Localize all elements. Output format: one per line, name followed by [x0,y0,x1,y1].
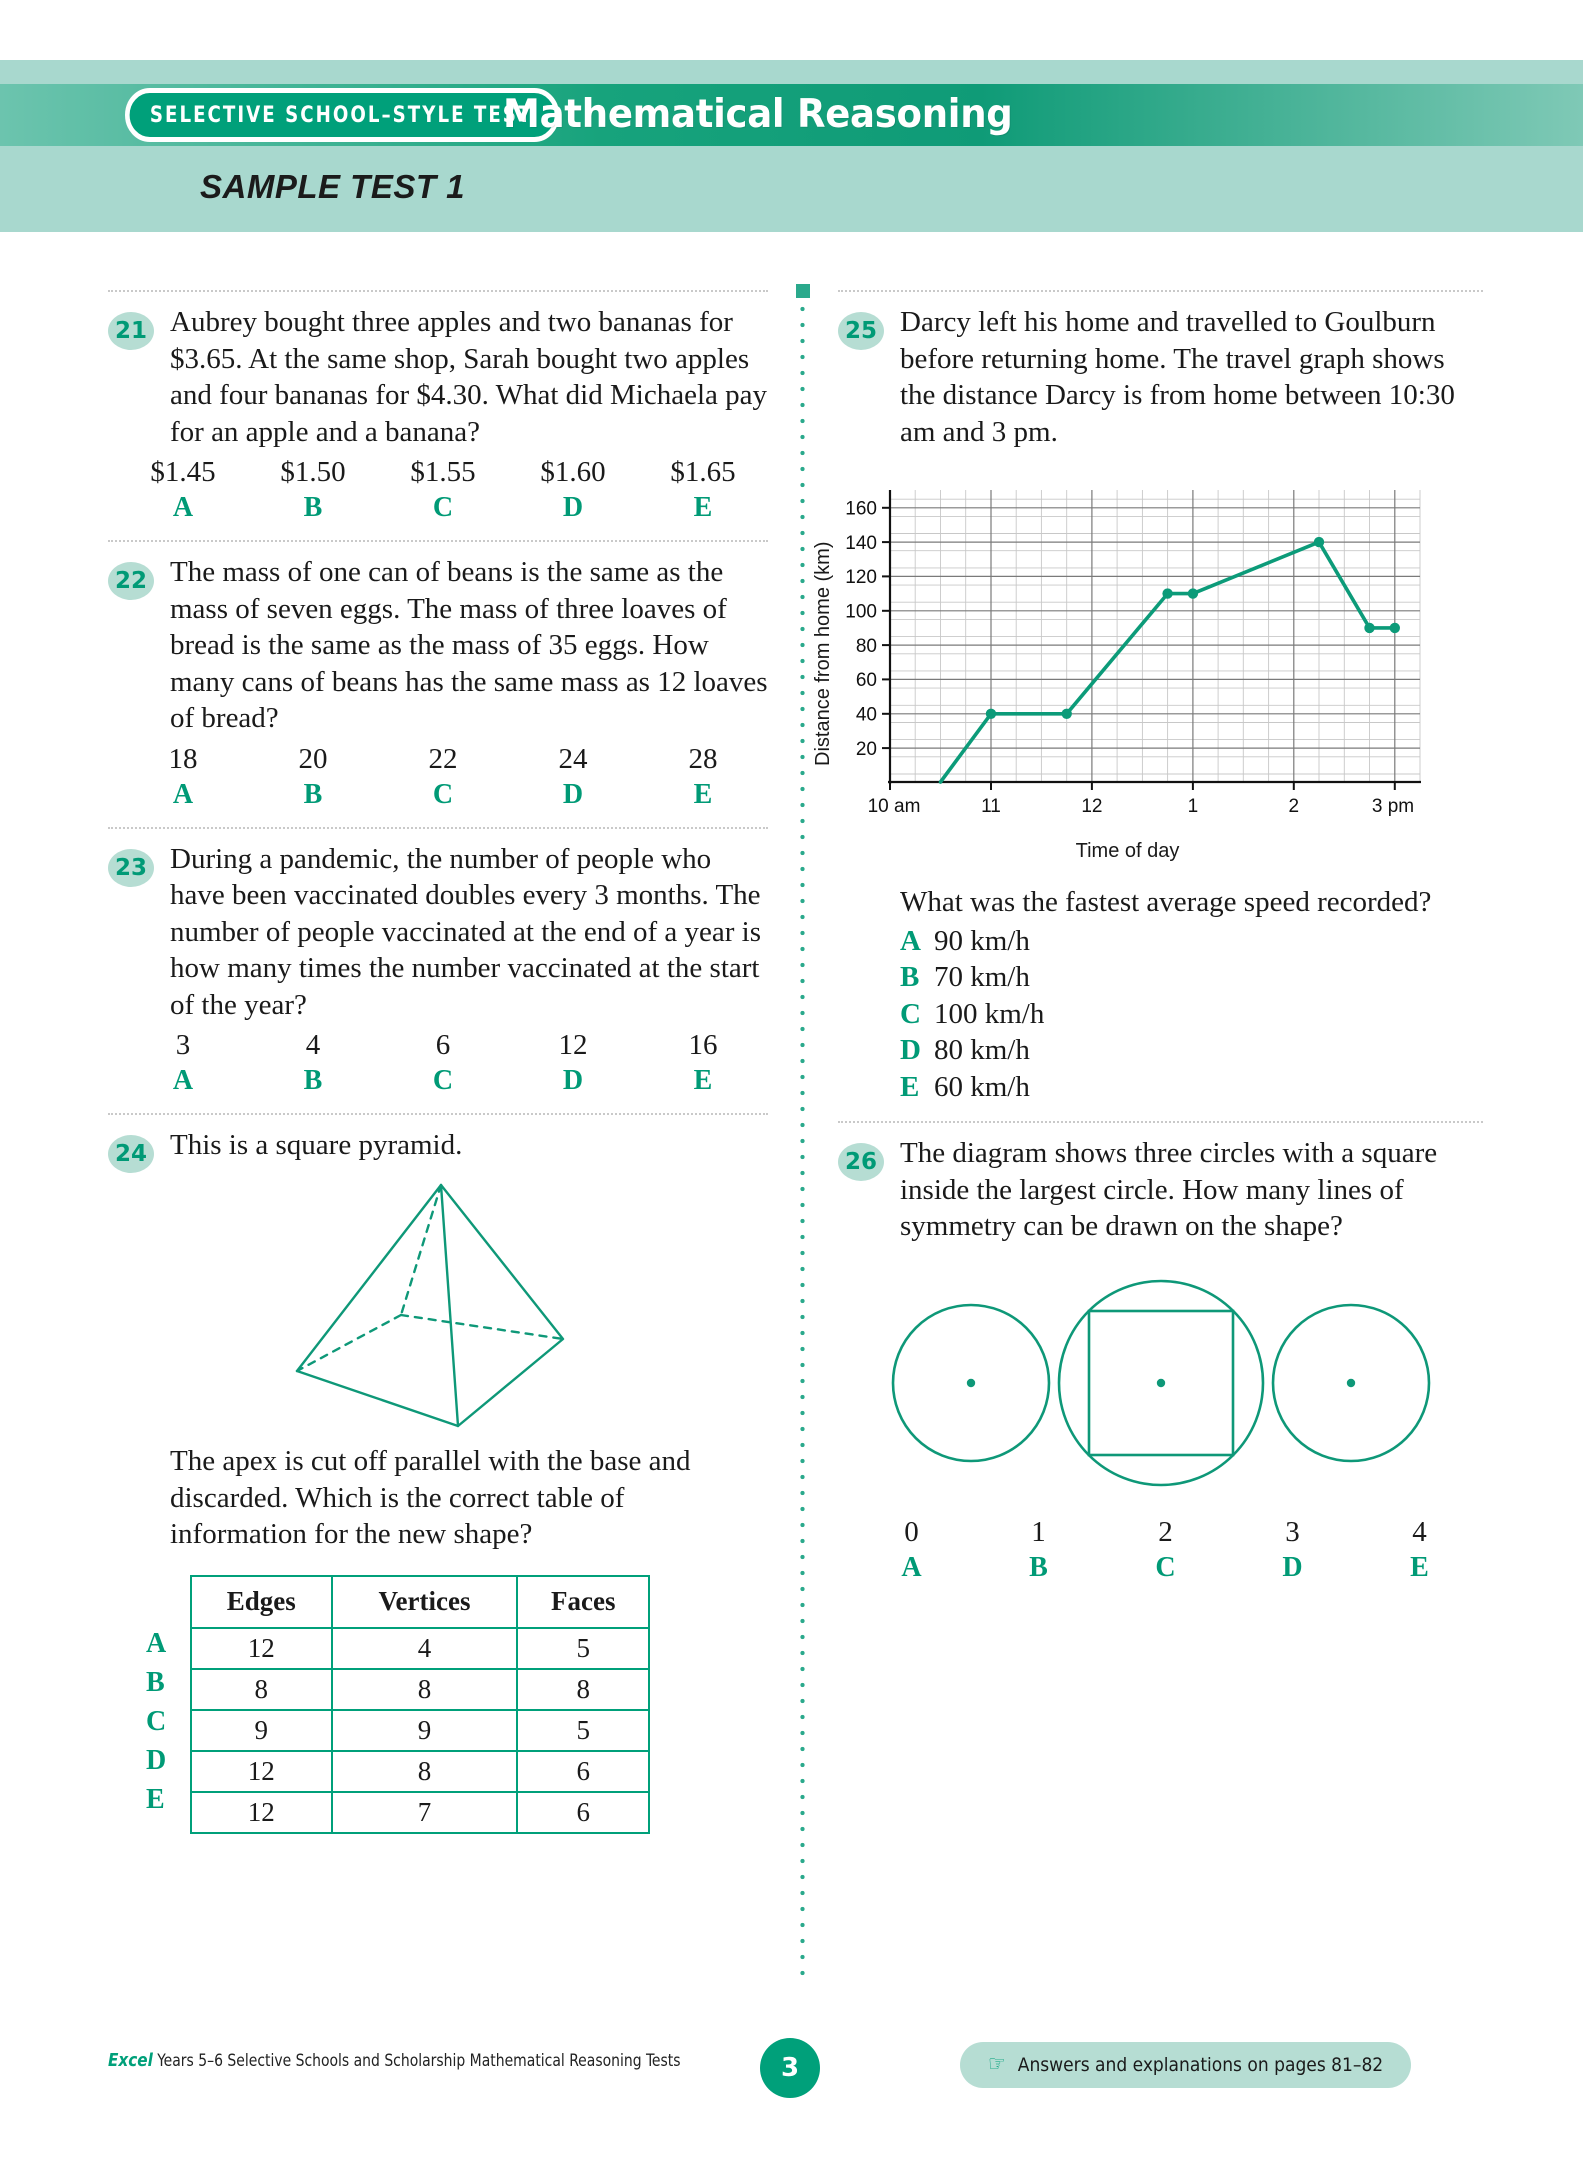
y-tick-100: 100 [845,601,877,623]
question-21 [108,292,768,526]
cell-edges: 9 [191,1710,332,1751]
table-header-row [191,1576,649,1628]
option-value: 2 [1158,1515,1173,1548]
answer-options-row [838,1515,1483,1586]
page-footer [0,2038,1583,2098]
option-c[interactable] [900,996,1483,1033]
table-row[interactable] [191,1792,649,1833]
table-row-letter[interactable]: D [146,1745,167,1776]
option-e[interactable] [900,1069,1483,1106]
cell-vertices: 9 [332,1710,518,1751]
column-header-faces: Faces [517,1576,649,1628]
question-number-badge: 24 [108,1135,154,1173]
cell-edges: 12 [191,1628,332,1669]
cell-faces: 8 [517,1669,649,1710]
option-e[interactable] [638,455,768,526]
option-value: 0 [904,1515,919,1548]
cell-vertices: 8 [332,1751,518,1792]
y-tick-40: 40 [855,704,877,726]
question-25 [812,292,1483,1105]
y-tick-60: 60 [855,670,877,691]
cell-edges: 8 [191,1669,332,1710]
option-value: 100 km/h [934,997,1045,1030]
question-26 [838,1123,1483,1586]
option-value: $1.60 [540,456,606,488]
imprint-text: Years 5–6 Selective Schools and Scholarship Mathematical Reasoning Tests [152,2051,681,2070]
option-a[interactable] [900,923,1483,960]
option-letter: B [303,1065,323,1096]
footer-imprint [108,2050,680,2071]
table-row-letter[interactable]: C [146,1706,167,1737]
option-c[interactable] [378,1028,508,1099]
table-row[interactable] [191,1751,649,1792]
column-header-edges: Edges [191,1576,332,1628]
option-e[interactable] [638,1028,768,1099]
x-tick-11: 11 [981,796,1001,817]
option-letter: E [900,1070,920,1103]
option-letter: C [1155,1551,1176,1583]
cell-vertices: 4 [332,1628,518,1669]
right-column [812,290,1483,1586]
question-text-followup: The apex is cut off parallel with the base and discarded. Which is the correct table of information for the new shape? [170,1445,691,1550]
option-value: 20 [298,742,328,775]
answers-note-pill [960,2042,1411,2088]
option-c[interactable] [378,742,508,813]
y-tick-80: 80 [855,636,877,657]
option-d[interactable] [1229,1515,1356,1586]
circles-svg [861,1261,1461,1501]
option-letter: E [693,778,713,810]
table-row-letter[interactable]: E [146,1784,165,1815]
option-a[interactable] [118,742,248,813]
question-text: During a pandemic, the number of people who have been vaccinated doubles every 3 months. The number of people vaccinated at the end of a year is how many times the number vaccinated at the start of the year? [170,842,762,1021]
option-a[interactable] [848,1515,975,1586]
option-value: $1.55 [410,456,476,488]
option-e[interactable] [638,742,768,813]
option-value: 60 km/h [934,1070,1030,1103]
left-column [108,290,768,1834]
left-circle-centre-dot [966,1378,974,1386]
option-b[interactable] [900,959,1483,996]
option-letter: C [900,997,921,1030]
x-tick-10am: 10 am [867,796,921,817]
option-letter: B [900,961,920,993]
option-a[interactable] [118,455,248,526]
x-tick-3pm: 3 pm [1371,796,1415,817]
brand-excel: Excel [108,2050,153,2071]
x-tick-12: 12 [1081,796,1103,817]
option-letter: C [432,778,454,810]
x-tick-1: 1 [1187,796,1199,817]
question-text: Aubrey bought three apples and two bananas for $3.65. At the same shop, Sarah bought two apples and four bananas for $4.30. What did Michaela pay for an apple and a banana? [170,306,767,448]
option-value: $1.65 [670,456,736,488]
question-number-badge: 21 [108,312,154,350]
center-circle-centre-dot [1156,1378,1164,1386]
option-d[interactable] [508,742,638,813]
option-d[interactable] [900,1032,1483,1069]
option-b[interactable] [975,1515,1102,1586]
pyramid-svg [273,1179,603,1439]
question-22 [108,542,768,813]
question-text: Darcy left his home and travelled to Goulburn before returning home. The travel graph shows the distance Darcy is from home between 10:30 am and 3 pm. [900,306,1455,448]
option-value: 3 [175,1029,191,1061]
option-value: 1 [1031,1515,1046,1548]
table-row[interactable] [191,1710,649,1751]
option-letter: C [432,492,454,523]
option-value: 80 km/h [934,1034,1030,1066]
x-tick-2: 2 [1288,796,1300,817]
table-row-letters [146,1575,190,1834]
option-letter: B [1029,1551,1048,1583]
option-value: 70 km/h [934,961,1030,993]
option-c[interactable] [1102,1515,1229,1586]
cell-vertices: 8 [332,1669,518,1710]
option-value: 28 [688,742,718,775]
option-letter: D [900,1034,921,1066]
option-b[interactable] [248,742,378,813]
answer-options-row [108,742,768,813]
question-24 [108,1115,768,1834]
column-divider [800,285,805,1985]
shape-info-table [190,1575,650,1834]
answers-note-text: Answers and explanations on pages 81–82 [1017,2054,1384,2076]
column-header-vertices: Vertices [332,1576,518,1628]
option-letter: C [432,1065,454,1096]
y-tick-140: 140 [845,533,877,554]
info-table-wrapper [108,1575,768,1834]
option-value: $1.50 [280,456,346,488]
option-d[interactable] [508,455,638,526]
y-tick-120: 120 [845,567,877,588]
travel-graph-svg [820,472,1435,842]
option-letter: A [172,1065,194,1096]
question-23 [108,829,768,1100]
option-value: 4 [305,1029,321,1061]
cell-edges: 12 [191,1751,332,1792]
table-row[interactable] [191,1669,649,1710]
circles-square-diagram [838,1261,1483,1501]
cell-faces: 5 [517,1710,649,1751]
cell-faces: 5 [517,1628,649,1669]
cell-vertices: 7 [332,1792,518,1833]
option-value: 3 [1285,1515,1300,1548]
option-value: 22 [428,742,458,775]
table-row-letter[interactable]: B [146,1667,165,1698]
option-value: 18 [168,742,198,775]
answer-options-row [108,455,768,526]
answer-options-list [838,923,1483,1106]
square-pyramid-diagram [108,1179,768,1439]
answer-options-row [108,1028,768,1099]
cell-faces: 6 [517,1751,649,1792]
option-letter: B [303,778,323,810]
option-b[interactable] [248,455,378,526]
sample-test-title: SAMPLE TEST 1 [200,168,466,205]
option-value: 6 [435,1029,451,1061]
y-tick-160: 160 [845,498,877,520]
option-letter: A [900,924,921,957]
option-letter: D [562,492,584,523]
question-number-badge: 22 [108,562,154,600]
option-a[interactable] [118,1028,248,1099]
question-number-badge: 23 [108,849,154,887]
question-number-badge: 25 [838,312,884,350]
right-circle-centre-dot [1346,1378,1354,1386]
question-text: The diagram shows three circles with a square inside the largest circle. How many lines of symmetry can be drawn on the shape? [900,1137,1438,1242]
y-tick-20: 20 [855,739,877,760]
option-value: $1.45 [150,456,216,488]
option-value: 4 [1412,1515,1427,1548]
test-type-badge: SELECTIVE SCHOOL–STYLE TEST [125,88,559,142]
table-row[interactable] [191,1628,649,1669]
option-letter: D [1282,1551,1303,1583]
option-letter: E [693,492,713,523]
option-d[interactable] [508,1028,638,1099]
page-title: Mathematical Reasoning [503,92,1013,137]
option-value: 90 km/h [934,924,1030,957]
pointing-hand-icon: ☞ [988,2052,1006,2077]
option-c[interactable] [378,455,508,526]
cell-edges: 12 [191,1792,332,1833]
option-letter: D [562,1065,584,1096]
option-value: 24 [558,742,588,775]
page-number-badge: 3 [760,2038,820,2098]
question-text: The mass of one can of beans is the same as the mass of seven eggs. The mass of three loaves of bread is the same as the mass of 35 eggs. How many cans of beans has the same mass as 12 loaves of bread? [170,556,768,734]
chart-x-axis-label: Time of day [1075,840,1180,862]
option-value: 12 [558,1029,588,1061]
option-e[interactable] [1356,1515,1483,1586]
option-b[interactable] [248,1028,378,1099]
option-letter: A [172,492,194,523]
option-letter: D [562,778,584,810]
option-value: 16 [688,1029,718,1061]
question-number-badge: 26 [838,1143,884,1181]
cell-faces: 6 [517,1792,649,1833]
travel-graph [812,472,1435,872]
option-letter: E [1410,1551,1429,1583]
option-letter: B [303,492,323,523]
option-letter: A [172,778,194,810]
question-text: This is a square pyramid. [170,1129,463,1161]
table-row-letter[interactable]: A [146,1628,167,1659]
question-text-followup: What was the fastest average speed recorded? [900,886,1432,918]
option-letter: A [901,1551,922,1583]
chart-y-axis-label: Distance from home (km) [812,541,834,767]
option-letter: E [693,1065,713,1096]
